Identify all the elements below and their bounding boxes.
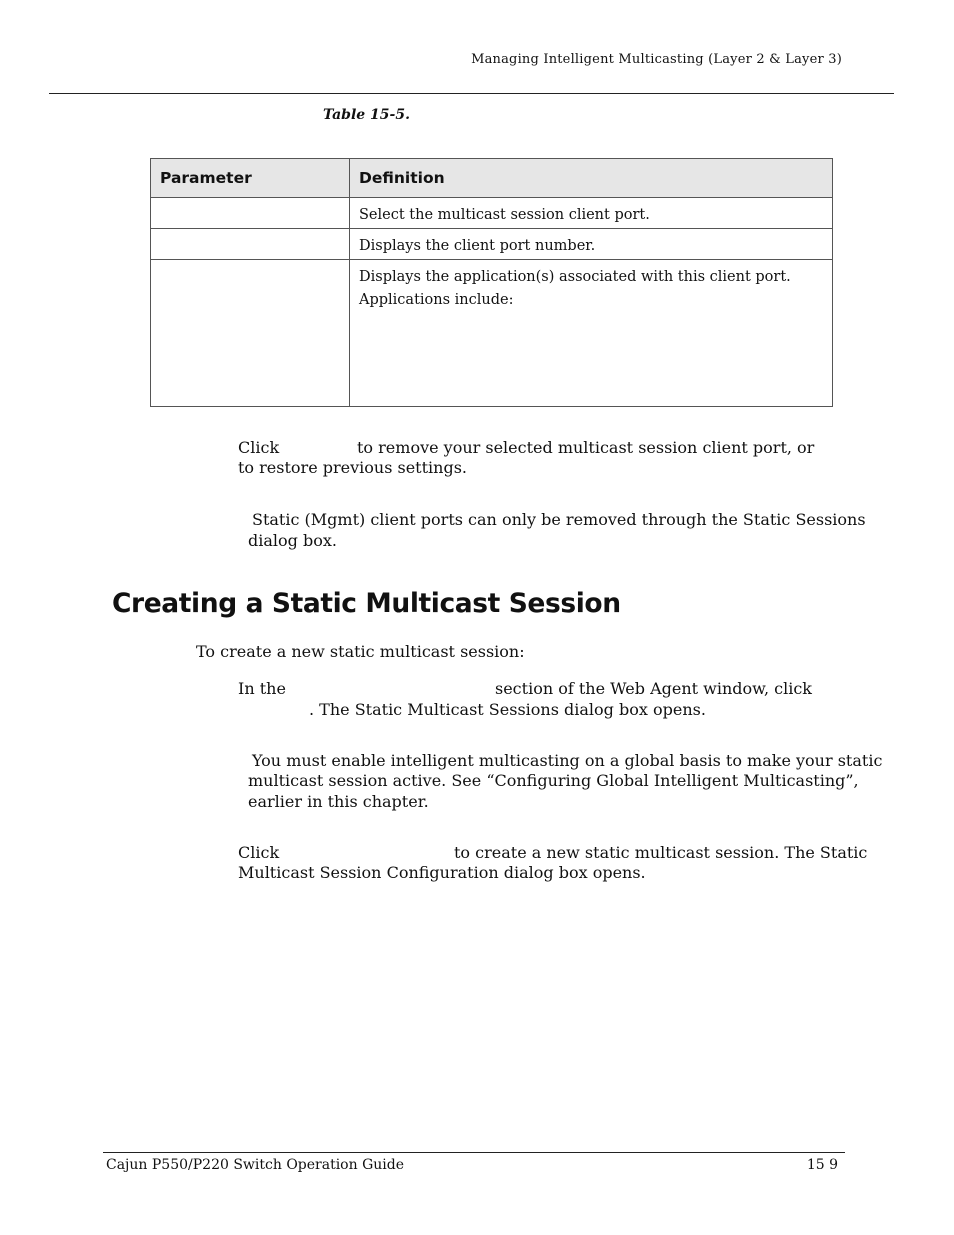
definition-text: Displays the client port number. bbox=[359, 238, 596, 254]
column-header-definition: Definition bbox=[350, 159, 833, 198]
step1-lead: In the bbox=[238, 679, 286, 698]
section-heading: Creating a Static Multicast Session bbox=[112, 588, 621, 619]
remove-step-text: to remove your selected multicast session client port, or bbox=[357, 438, 815, 457]
table-header-row bbox=[151, 159, 833, 198]
parameter-table bbox=[150, 158, 833, 407]
step1-result: . The Static Multicast Sessions dialog box opens. bbox=[309, 700, 706, 719]
static-note-line: dialog box. bbox=[248, 531, 337, 550]
global-note-line: earlier in this chapter. bbox=[248, 792, 429, 811]
column-header-parameter: Parameter bbox=[151, 159, 350, 198]
step2-text: to create a new static multicast session. The Static bbox=[454, 843, 868, 862]
step2-result: Multicast Session Configuration dialog box opens. bbox=[238, 863, 646, 882]
restore-step-text: to restore previous settings. bbox=[238, 458, 467, 477]
footer-guide-title: Cajun P550/P220 Switch Operation Guide bbox=[106, 1157, 405, 1173]
page-number: 15 9 bbox=[806, 1157, 838, 1173]
step2-lead: Click bbox=[238, 843, 280, 862]
definition-text: Select the multicast session client port. bbox=[359, 207, 650, 223]
step1-text: section of the Web Agent window, click bbox=[495, 679, 812, 698]
header-rule bbox=[49, 93, 894, 94]
static-note-line: Static (Mgmt) client ports can only be removed through the Static Sessions bbox=[252, 510, 866, 529]
table-row bbox=[151, 198, 833, 229]
definition-text: Displays the application(s) associated with this client port. bbox=[359, 269, 791, 285]
global-note-line: multicast session active. See “Configuring Global Intelligent Multicasting”, bbox=[248, 771, 859, 790]
definition-cell bbox=[350, 260, 833, 407]
section-intro: To create a new static multicast session: bbox=[196, 642, 525, 661]
footer-rule bbox=[103, 1152, 845, 1153]
parameter-cell bbox=[151, 229, 350, 260]
definition-text: Applications include: bbox=[359, 292, 514, 308]
remove-step-lead: Click bbox=[238, 438, 280, 457]
table-caption: Table 15-5. bbox=[323, 107, 410, 123]
running-header: Managing Intelligent Multicasting (Layer 2 & Layer 3) bbox=[471, 52, 842, 67]
global-note-line: You must enable intelligent multicasting on a global basis to make your static bbox=[252, 751, 883, 770]
parameter-cell bbox=[151, 198, 350, 229]
definition-cell bbox=[350, 198, 833, 229]
table-row bbox=[151, 260, 833, 407]
definition-cell bbox=[350, 229, 833, 260]
table-row bbox=[151, 229, 833, 260]
parameter-cell bbox=[151, 260, 350, 407]
